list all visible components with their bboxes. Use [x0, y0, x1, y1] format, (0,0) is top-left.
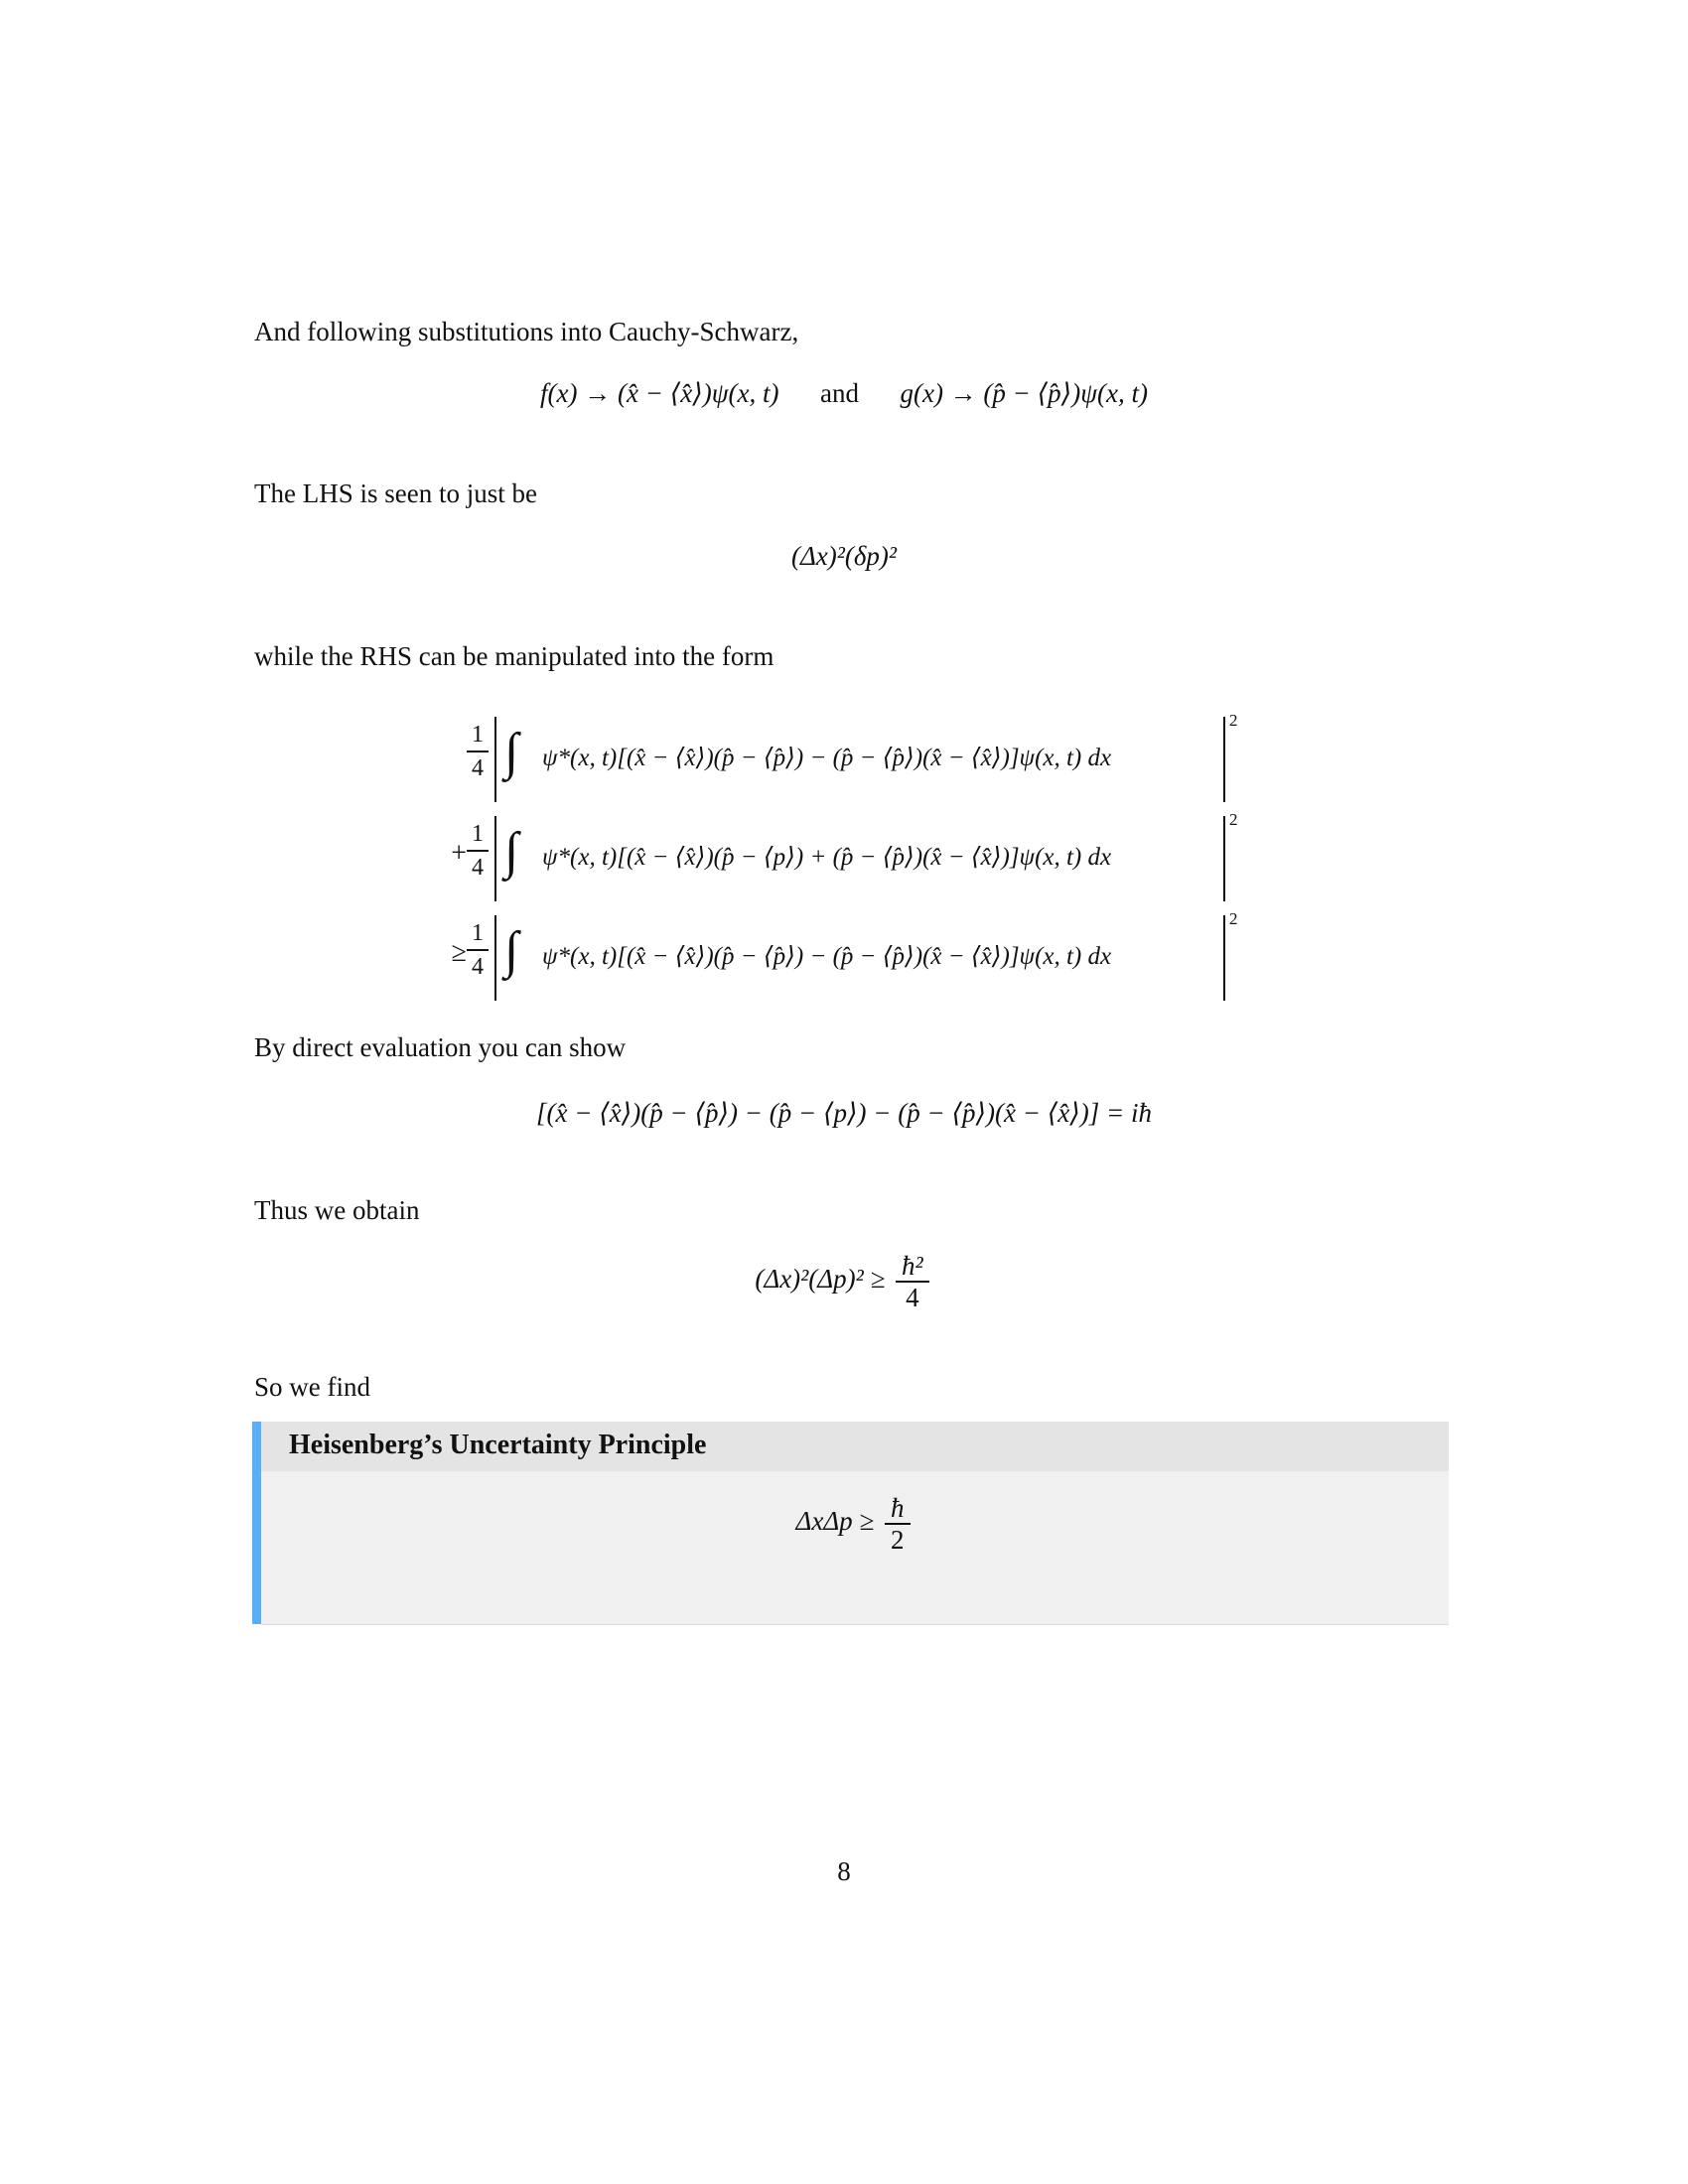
integrand: ψ*(x, t)[(x̂ − ⟨x̂⟩)(p̂ − ⟨p̂⟩) − (p̂ − ⟨p̂⟩)(x̂ − ⟨x̂⟩)]ψ(x, t) dx	[542, 943, 1112, 970]
theorem-lhs: ΔxΔp ≥	[795, 1506, 875, 1537]
fraction-hbar-over-two: $\frac{ħ}{2}$	[885, 1493, 911, 1555]
integrand: ψ*(x, t)[(x̂ − ⟨x̂⟩)(p̂ − ⟨p̂⟩) − (p̂ − ⟨p̂⟩)(x̂ − ⟨x̂⟩)]ψ(x, t) dx	[542, 745, 1112, 771]
row-lead-symbol: ≥	[451, 937, 467, 968]
exponent-squared: 2	[1229, 711, 1238, 730]
abs-bar-right	[1223, 816, 1225, 901]
equation-rhs-aligned	[437, 711, 1251, 1015]
fraction-one-quarter: 1 4	[467, 719, 489, 784]
abs-bar-right	[1223, 717, 1225, 802]
abs-bar-left	[494, 816, 496, 901]
fraction-one-quarter: 1 4	[467, 917, 489, 983]
theorem-equation	[261, 1493, 1449, 1555]
equation-rhs-row	[437, 810, 1251, 907]
equation-substitution-f: f(x) → (x̂ − ⟨x̂⟩)ψ(x, t)	[540, 378, 779, 408]
exponent-squared: 2	[1229, 909, 1238, 928]
result-lhs: (Δx)²(Δp)² ≥	[755, 1264, 886, 1295]
paragraph-cauchy-schwarz: And following substitutions into Cauchy-Schwarz,	[254, 317, 799, 346]
paragraph-rhs: while the RHS can be manipulated into the form	[254, 641, 774, 671]
integrand: ψ*(x, t)[(x̂ − ⟨x̂⟩)(p̂ − ⟨p⟩) + (p̂ − ⟨p̂⟩)(x̂ − ⟨x̂⟩)]ψ(x, t) dx	[542, 844, 1112, 871]
paragraph-direct-evaluation: By direct evaluation you can show	[254, 1032, 627, 1062]
theorem-title: Heisenberg’s Uncertainty Principle	[289, 1430, 707, 1460]
fraction-one-quarter: 1 4	[467, 818, 489, 884]
equation-rhs-row	[437, 909, 1251, 1007]
theorem-box	[252, 1422, 1449, 1624]
theorem-header	[261, 1422, 1449, 1471]
integral-sign: ∫	[504, 823, 519, 880]
equation-and-word: and	[819, 378, 859, 408]
paragraph-lhs: The LHS is seen to just be	[254, 478, 537, 508]
equation-commutator: [(x̂ − ⟨x̂⟩)(p̂ − ⟨p̂⟩) − (p̂ − ⟨p⟩) − (p̂ − ⟨p̂⟩)(x̂ − ⟨x̂⟩)] = iħ	[536, 1098, 1152, 1128]
page-number: 8	[837, 1856, 851, 1886]
exponent-squared: 2	[1229, 810, 1238, 829]
equation-substitutions	[0, 376, 1688, 410]
paragraph-so-we-find: So we find	[254, 1372, 370, 1402]
integral-sign: ∫	[504, 724, 519, 780]
fraction-hbar-squared-over-four: $\frac{\text{ħ²}}{4}$	[896, 1251, 929, 1312]
row-lead-symbol: +	[451, 838, 467, 869]
abs-bar-left	[494, 915, 496, 1001]
equation-result	[0, 1251, 1688, 1312]
abs-bar-left	[494, 717, 496, 802]
equation-substitution-g: g(x) → (p̂ − ⟨p̂⟩)ψ(x, t)	[900, 378, 1148, 408]
equation-rhs-row	[437, 711, 1251, 808]
equation-lhs: (Δx)²(δp)²	[790, 541, 898, 571]
integral-sign: ∫	[504, 922, 519, 979]
theorem-bottom-rule	[261, 1624, 1449, 1625]
paragraph-thus-obtain: Thus we obtain	[254, 1195, 420, 1225]
abs-bar-right	[1223, 915, 1225, 1001]
